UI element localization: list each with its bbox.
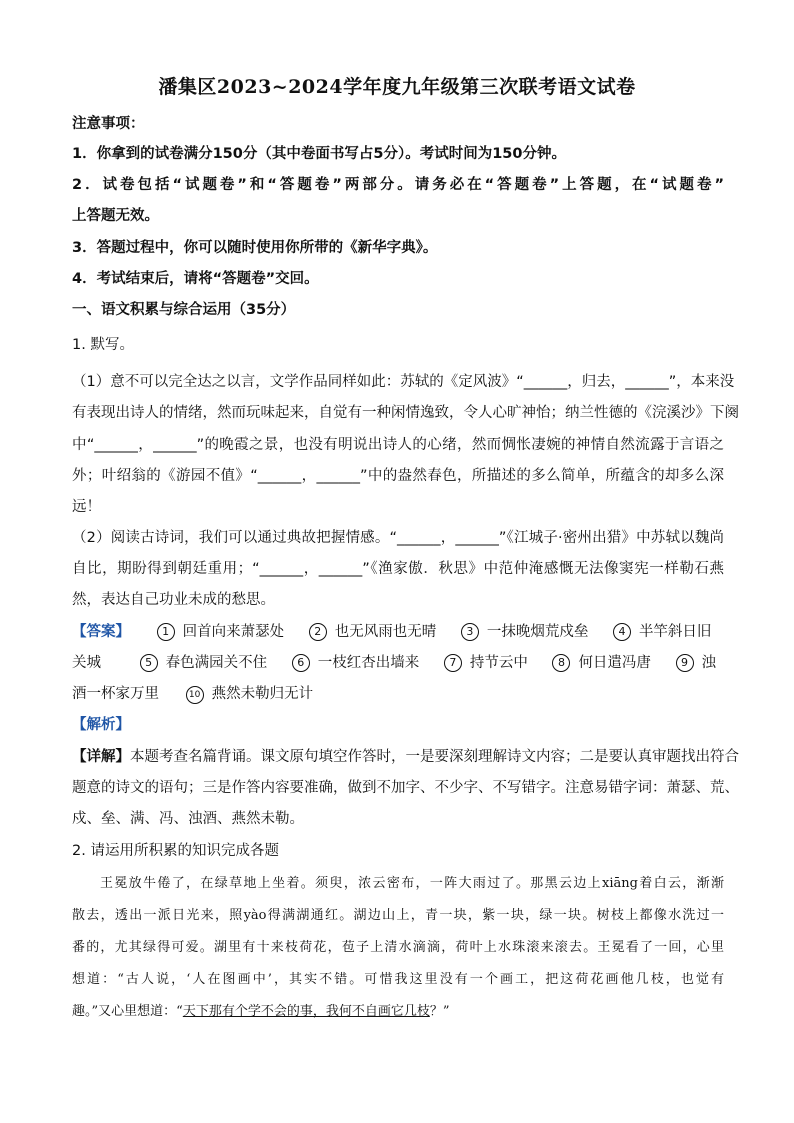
passage-line: 番的，尤其绿得可爱。湖里有十来枝荷花，苞子上清水滴滴，荷叶上水珠滚来滚去。王冕看了一回，心里 xyxy=(72,940,724,955)
underlined-sentence: 天下那有个学不会的事，我何不自画它几枝 xyxy=(182,1004,430,1019)
answer-item: 酒一杯家万里 xyxy=(72,686,159,702)
question-1-line: 有表现出诗人的情绪，然而玩味起来，自觉有一种闲情逸致，令人心旷神怡；纳兰性德的《浣溪沙》下阕 xyxy=(72,405,739,421)
answer-item: 7 持节云中 xyxy=(444,651,528,672)
answer-number: 1 xyxy=(157,623,175,641)
section-heading: 一、语文积累与综合运用（35分） xyxy=(72,302,296,318)
question-1-line: 中“______，______”的晚霞之景，也没有明说出诗人的心绪，然而惆怅凄婉的神情自然流露于言语之 xyxy=(72,437,724,453)
answer-item: 8 何日遣冯唐 xyxy=(552,651,651,672)
analysis-line: 题意的诗文的语句；三是作答内容要准确，做到不加字、不少字、不写错字。注意易错字词：萧瑟、荒、 xyxy=(72,780,739,796)
analysis-line: 戍、垒、满、冯、浊酒、燕然未勒。 xyxy=(72,811,304,827)
analysis-label: 【解析】 xyxy=(72,717,130,733)
answer-item: 2 也无风雨也无晴 xyxy=(309,620,437,641)
question-1-heading: 1. 默写。 xyxy=(72,337,134,353)
question-1-line: 然，表达自己功业未成的愁思。 xyxy=(72,592,275,608)
passage-line: 散去，透出一派日光来，照yào得满湖通红。湖边山上，青一块，紫一块，绿一块。树枝上都像水洗过一 xyxy=(72,908,724,923)
answer-item: 9 浊 xyxy=(676,651,717,672)
answer-item: 5 春色满园关不住 xyxy=(140,651,268,672)
question-1-line: 自比，期盼得到朝廷重用；“______，______”《渔家傲．秋思》中范仲淹感慨无法像窦宪一样勒石燕 xyxy=(72,561,724,577)
answer-item: 4 半竿斜日旧 xyxy=(613,620,712,641)
passage-line: 趣。”又心里想道：“天下那有个学不会的事，我何不自画它几枝？” xyxy=(72,1004,450,1019)
answer-row xyxy=(72,682,724,704)
notice-item: 1．你拿到的试卷满分150分（其中卷面书写占5分）。考试时间为150分钟。 xyxy=(72,146,566,162)
notice-item: 3．答题过程中，你可以随时使用你所带的《新华字典》。 xyxy=(72,240,438,256)
answer-item: 3 一抹晚烟荒戍垒 xyxy=(461,620,589,641)
page-title: 潘集区2023~2024学年度九年级第三次联考语文试卷 xyxy=(158,76,636,98)
answer-label: 【答案】 xyxy=(72,624,130,640)
answer-number: 6 xyxy=(292,654,310,672)
answer-item: 1 回首向来萧瑟处 xyxy=(157,620,285,641)
question-1-line: （1）意不可以完全达之以言，文学作品同样如此：苏轼的《定风波》“______，归去，______”，本来没 xyxy=(72,374,735,390)
answer-number: 5 xyxy=(140,654,158,672)
passage-line: 王冕放牛倦了，在绿草地上坐着。须臾，浓云密布，一阵大雨过了。那黑云边上xiāng着白云，渐渐 xyxy=(100,876,724,891)
answer-item: 关城 xyxy=(72,655,101,671)
notice-item: 4．考试结束后，请将“答题卷”交回。 xyxy=(72,271,319,287)
answer-number: 4 xyxy=(613,623,631,641)
answer-number: 7 xyxy=(444,654,462,672)
passage-line: 想道：“古人说，‘人在图画中’，其实不错。可惜我这里没有一个画工，把这荷花画他几枝，也觉有 xyxy=(72,972,724,987)
answer-row xyxy=(72,651,724,672)
notice-heading: 注意事项： xyxy=(72,116,145,132)
detail-label: 【详解】 xyxy=(72,749,130,765)
answer-item: 10 燕然未勒归无计 xyxy=(186,682,314,704)
answer-row xyxy=(72,620,724,641)
question-1-line: （2）阅读古诗词，我们可以通过典故把握情感。“______，______”《江城子·密州出猎》中苏轼以魏尚 xyxy=(72,530,724,546)
answer-number: 10 xyxy=(186,686,204,704)
analysis-line: 【详解】本题考查名篇背诵。课文原句填空作答时，一是要深刻理解诗文内容；二是要认真审题找出符合 xyxy=(72,749,739,765)
question-1-line: 外；叶绍翁的《游园不值》“______，______”中的盎然春色，所描述的多么简单，所蕴含的却多么深 xyxy=(72,468,724,484)
answer-number: 2 xyxy=(309,623,327,641)
question-1-line: 远！ xyxy=(72,499,101,515)
answer-number: 9 xyxy=(676,654,694,672)
answer-number: 3 xyxy=(461,623,479,641)
answer-item: 6 一枝红杏出墙来 xyxy=(292,651,420,672)
notice-item: 上答题无效。 xyxy=(72,208,159,224)
question-2-heading: 2. 请运用所积累的知识完成各题 xyxy=(72,843,279,859)
answer-number: 8 xyxy=(552,654,570,672)
notice-item: 2．试卷包括“试题卷”和“答题卷”两部分。请务必在“答题卷”上答题，在“试题卷” xyxy=(72,177,724,193)
